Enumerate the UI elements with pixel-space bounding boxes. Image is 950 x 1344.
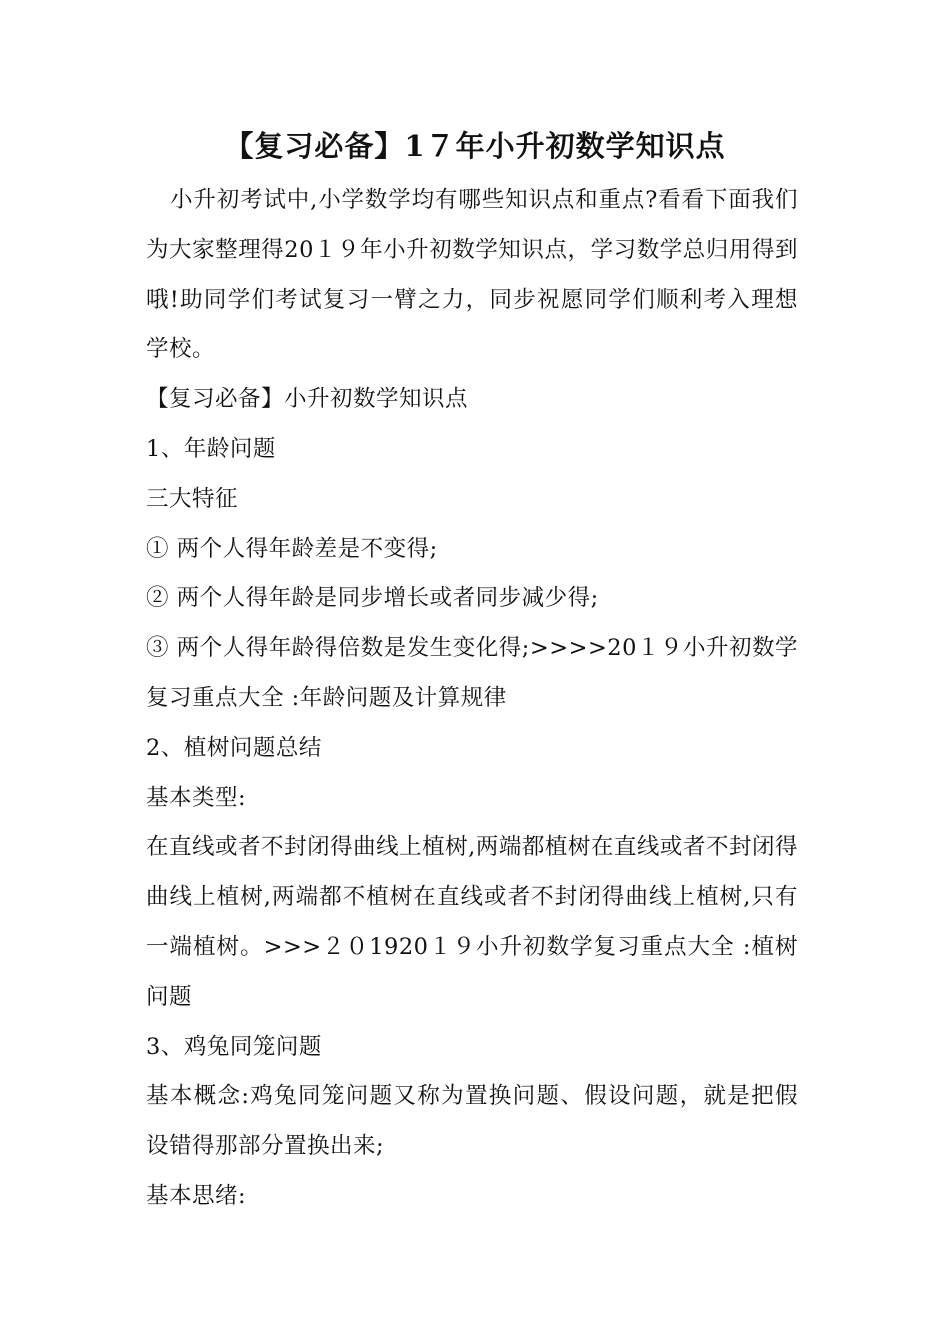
topic-heading-chicken-rabbit: 3、鸡兔同笼问题 xyxy=(146,1033,322,1060)
intro-paragraph: 小升初考试中,小学数学均有哪些知识点和重点?看看下面我们为大家整理得20１９年小升初数学知识点，学习数学总归用得到哦!助同学们考试复习一臂之力，同步祝愿同学们顺利考入理想学校。 xyxy=(146,187,798,363)
subheading-approach: 基本思绪: xyxy=(146,1182,247,1209)
list-item-1: ① 两个人得年龄差是不变得; xyxy=(146,535,438,562)
list-item-2: ② 两个人得年龄是同步增长或者同步减少得; xyxy=(146,585,599,612)
topic-heading-age: 1、年龄问题 xyxy=(146,435,276,462)
subheading-types: 基本类型: xyxy=(146,784,247,811)
tree-types-paragraph: 在直线或者不封闭得曲线上植树,两端都植树在直线或者不封闭得曲线上植树,两端都不植树在直线或者不封闭得曲线上植树,只有一端植树。>>>２０1920１９小升初数学复习重点大全 :植树问题 xyxy=(146,834,798,1010)
topic-heading-tree: 2、植树问题总结 xyxy=(146,734,322,761)
subheading-features: 三大特征 xyxy=(146,485,239,512)
section-heading: 【复习必备】小升初数学知识点 xyxy=(146,386,469,413)
list-item-3: ③ 两个人得年龄得倍数是发生变化得;>>>>20１９小升初数学复习重点大全 :年龄问题及计算规律 xyxy=(146,635,798,711)
concept-paragraph: 基本概念:鸡兔同笼问题又称为置换问题、假设问题，就是把假设错得那部分置换出来; xyxy=(146,1083,798,1160)
document-body xyxy=(146,176,798,1222)
document-title: 【复习必备】1７年小升初数学知识点 xyxy=(224,129,726,163)
